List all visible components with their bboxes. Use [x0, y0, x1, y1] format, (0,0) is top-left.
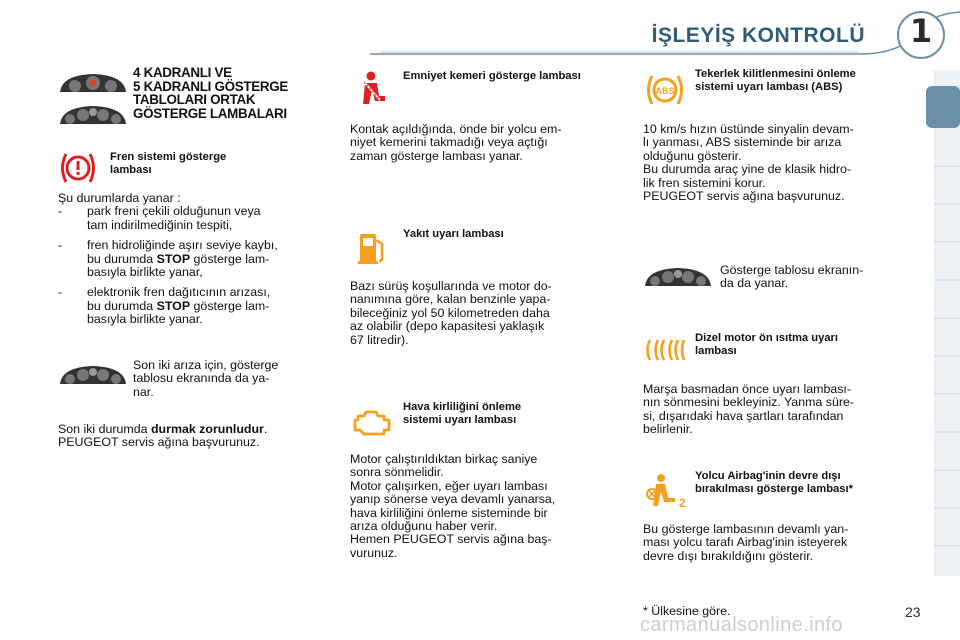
- last-two-note: Son iki arıza için, gösterge tablosu ekranında da ya- nar.: [133, 358, 279, 399]
- page-title: İŞLEYİŞ KONTROLÜ: [651, 24, 865, 47]
- instrument-cluster-icon: [643, 266, 713, 290]
- airbag-title: Yolcu Airbag'inin devre dışı bırakılması gösterge lambası*: [695, 470, 853, 495]
- airbag-text: Bu gösterge lambasının devamlı yan- ması yolcu tarafı Airbag'inin isteyerek devre dışı bırakıldığını gösterir.: [643, 522, 849, 563]
- glow-text: Marşa basmadan önce uyarı lambası- nın sönmesini bekleyiniz. Yanma süre- si, dışarıdaki hava şartları tarafından belirlenir.: [643, 382, 854, 437]
- brake-title: Fren sistemi gösterge lambası: [110, 151, 227, 176]
- instrument-cluster-icon: [58, 364, 128, 388]
- list-item: - park freni çekili olduğunun veya tam indirilmediğinin tespiti,: [58, 204, 261, 232]
- abs-text: 10 km/s hızın üstünde sinyalin devam- lı yanması, ABS sisteminde bir arıza olduğunu gösterir. Bu durumda araç yine de klasik hidro- lik fren sistemini korur. PEUGEOT servis ağına başvurunuz.: [643, 122, 854, 204]
- instrument-cluster-4-dial-icon: [58, 72, 128, 96]
- brake-body: [58, 192, 318, 334]
- glow-title: Dizel motor ön ısıtma uyarı lambası: [695, 332, 838, 357]
- abs-note: Gösterge tablosu ekranın- da da yanar.: [720, 263, 864, 291]
- fuel-title: Yakıt uyarı lambası: [403, 228, 504, 240]
- page-number: 23: [905, 604, 921, 620]
- fuel-text: Bazı sürüş koşullarında ve motor do- nanımına göre, kalan benzinle yapa- bileceğiniz yol 50 kilometreden daha az olabilir (depo kapasitesi yaklaşık 67 litredir).: [350, 279, 552, 347]
- side-tabs: [926, 70, 960, 576]
- final-note: Son iki durumda durmak zorunludur. PEUGEOT servis ağına başvurunuz.: [58, 422, 268, 450]
- engine-emission-icon: [352, 406, 392, 440]
- list-item: - fren hidroliğinde aşırı seviye kaybı, bu durumda STOP gösterge lam- basıyla birlikte yanar,: [58, 238, 278, 280]
- glow-plug-icon: [645, 338, 687, 362]
- instrument-cluster-5-dial-icon: [58, 104, 128, 128]
- emission-text: Motor çalıştırıldıktan birkaç saniye sonra sönmelidir. Motor çalışırken, eğer uyarı lambası yanıp sönerse veya devamlı yanarsa, hava kirliliğini önleme sisteminde bir arıza olduğunu haber verir. Hemen PEUGEOT servis ağına baş- vurunuz.: [350, 452, 556, 560]
- svg-text:ABS: ABS: [655, 86, 675, 96]
- footnote: * Ülkesine göre.: [643, 604, 731, 618]
- chapter-number: 1: [909, 12, 933, 50]
- abs-title: Tekerlek kilitlenmesini önleme sistemi uyarı lambası (ABS): [695, 68, 856, 93]
- brake-warning-icon: [58, 150, 98, 186]
- seatbelt-title: Emniyet kemeri gösterge lambası: [403, 70, 581, 82]
- section-title: 4 KADRANLI VE 5 KADRANLI GÖSTERGE TABLOLARI ORTAK GÖSTERGE LAMBALARI: [133, 65, 289, 121]
- emission-title: Hava kirliliğini önleme sistemi uyarı lambası: [403, 401, 522, 426]
- brake-intro: Şu durumlarda yanar :: [58, 191, 181, 205]
- list-item: - elektronik fren dağıtıcının arızası, bu durumda STOP gösterge lam- basıyla birlikte yanar.: [58, 285, 271, 327]
- svg-text:2: 2: [679, 496, 686, 510]
- watermark: carmanualsonline.info: [640, 614, 843, 636]
- seatbelt-warning-icon: [355, 70, 389, 110]
- seatbelt-text: Kontak açıldığında, önde bir yolcu em- niyet kemerini takmadığı veya açtığı zaman gösterge lambası yanar.: [350, 122, 562, 163]
- fuel-pump-icon: [355, 228, 389, 268]
- abs-warning-icon: [643, 72, 687, 108]
- passenger-airbag-off-icon: [645, 472, 687, 510]
